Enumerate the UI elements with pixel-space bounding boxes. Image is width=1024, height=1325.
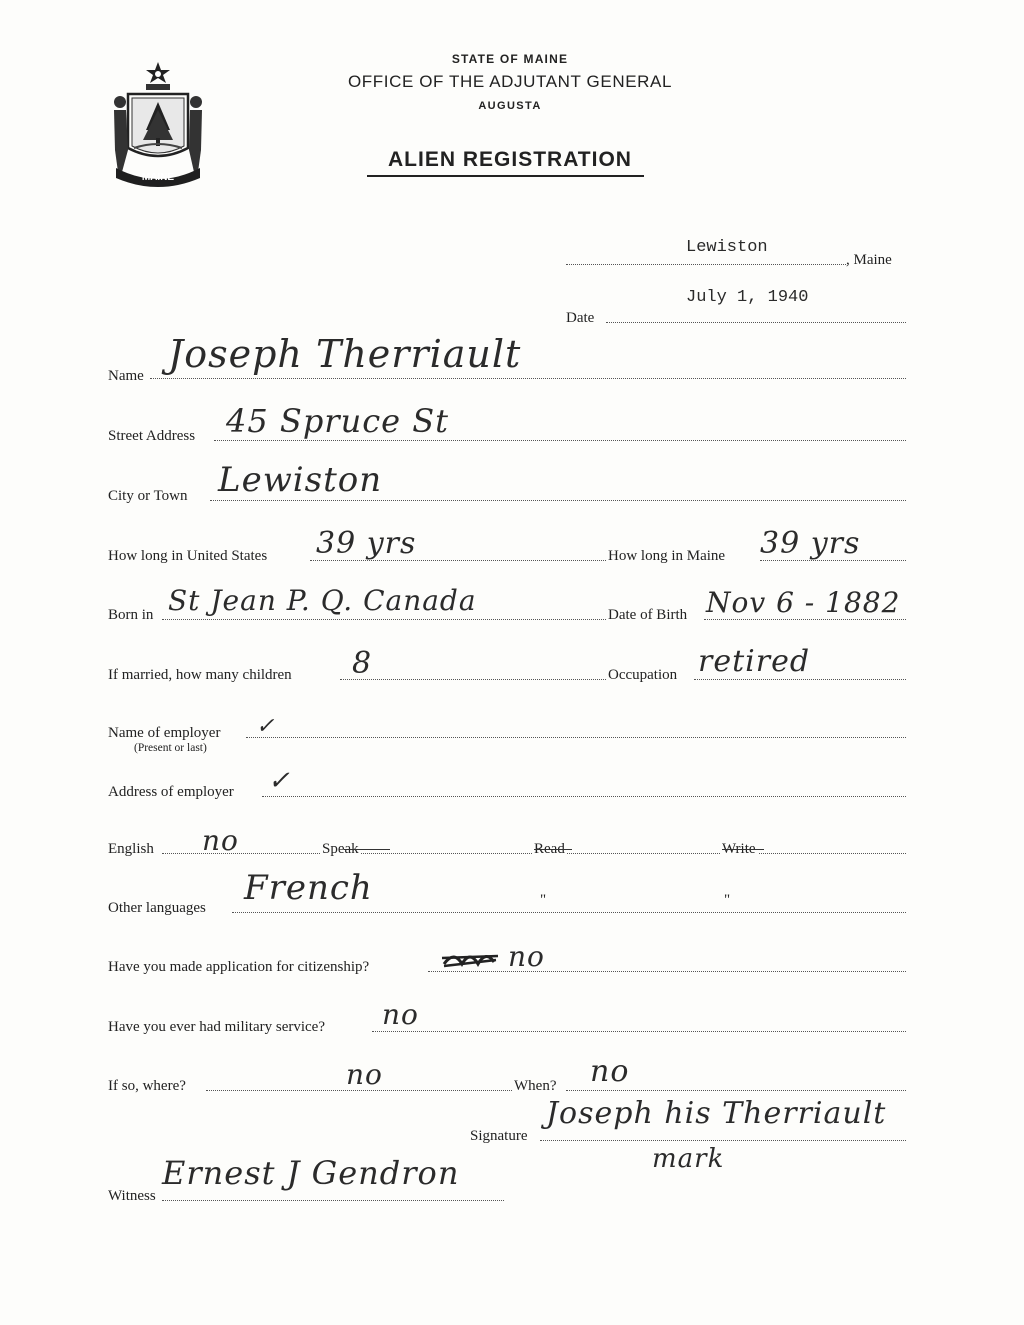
crossed-out-scribble [440,946,502,972]
street-line [214,440,906,441]
date-label: Date [566,310,595,326]
city-value: Lewiston [218,460,383,500]
where-label: If so, where? [108,1078,186,1094]
name-line [150,378,906,379]
speak-strike [344,849,390,850]
date-of-birth-value: Nov 6 - 1882 [706,586,901,619]
how-long-us-label: How long in United States [108,548,268,564]
name-value: Joseph Therriault [168,332,522,376]
title-underline [367,175,644,177]
witness-value: Ernest J Gendron [162,1154,460,1192]
military-value: no [382,998,419,1031]
english-value: no [202,824,239,857]
date-line [606,322,906,323]
when-line [566,1090,906,1091]
born-in-value: St Jean P. Q. Canada [168,584,477,617]
signature-label: Signature [470,1128,528,1144]
date-of-birth-label: Date of Birth [608,607,688,623]
other-languages-ditto-1: " [540,892,547,908]
name-label: Name [108,368,144,384]
city-line [210,500,906,501]
children-value: 8 [352,646,373,681]
military-label: Have you ever had military service? [108,1019,325,1035]
employer-address-value: ✓ [268,766,291,796]
military-line [372,1031,906,1032]
write-strike [722,849,764,850]
other-languages-line [232,912,906,913]
how-long-maine-value: 39 yrs [760,526,861,561]
maine-state-seal-icon [106,60,210,188]
city-label: City or Town [108,488,188,504]
street-label: Street Address [108,428,196,444]
seal-banner-text: MAINE [141,172,175,183]
read-strike [534,849,572,850]
signature-value: Joseph his Therriault [546,1096,887,1131]
date-of-birth-line [704,619,906,620]
other-languages-label: Other languages [108,900,206,916]
place-value: Lewiston [686,238,768,257]
how-long-us-value: 39 yrs [316,526,417,561]
speak-label: Speak [322,841,359,857]
employer-value: ✓ [256,714,276,739]
citizenship-label: Have you made application for citizenship? [108,959,370,975]
citizenship-value: no [508,940,545,973]
when-value: no [590,1054,630,1089]
occupation-line [694,679,906,680]
where-value: no [346,1058,383,1091]
when-label: When? [514,1078,557,1094]
write-label: Write [722,841,756,857]
signature-line [540,1140,906,1141]
born-in-line [162,619,606,620]
english-label: English [108,841,154,857]
born-in-label: Born in [108,607,154,623]
signature-mark: mark [652,1144,725,1174]
employer-label: Name of employer [108,725,221,741]
children-label: If married, how many children [108,667,292,683]
how-long-maine-label: How long in Maine [608,548,726,564]
form-title: ALIEN REGISTRATION [388,148,632,171]
occupation-value: retired [698,644,811,679]
occupation-label: Occupation [608,667,678,683]
header-city: AUGUSTA [478,100,542,112]
children-line [340,679,606,680]
read-label: Read [534,841,565,857]
place-line [566,264,846,265]
employer-address-label: Address of employer [108,784,234,800]
employer-note: (Present or last) [134,742,207,754]
header-state: STATE OF MAINE [451,52,569,66]
witness-label: Witness [108,1188,156,1204]
street-value: 45 Spruce St [226,402,450,440]
witness-line [162,1200,504,1201]
other-languages-ditto-2: " [724,892,731,908]
place-suffix: , Maine [846,252,892,268]
date-value: July 1, 1940 [686,288,809,307]
employer-line [246,737,906,738]
other-languages-value: French [244,868,373,908]
header-office: OFFICE OF THE ADJUTANT GENERAL [347,72,673,91]
employer-address-line [262,796,906,797]
